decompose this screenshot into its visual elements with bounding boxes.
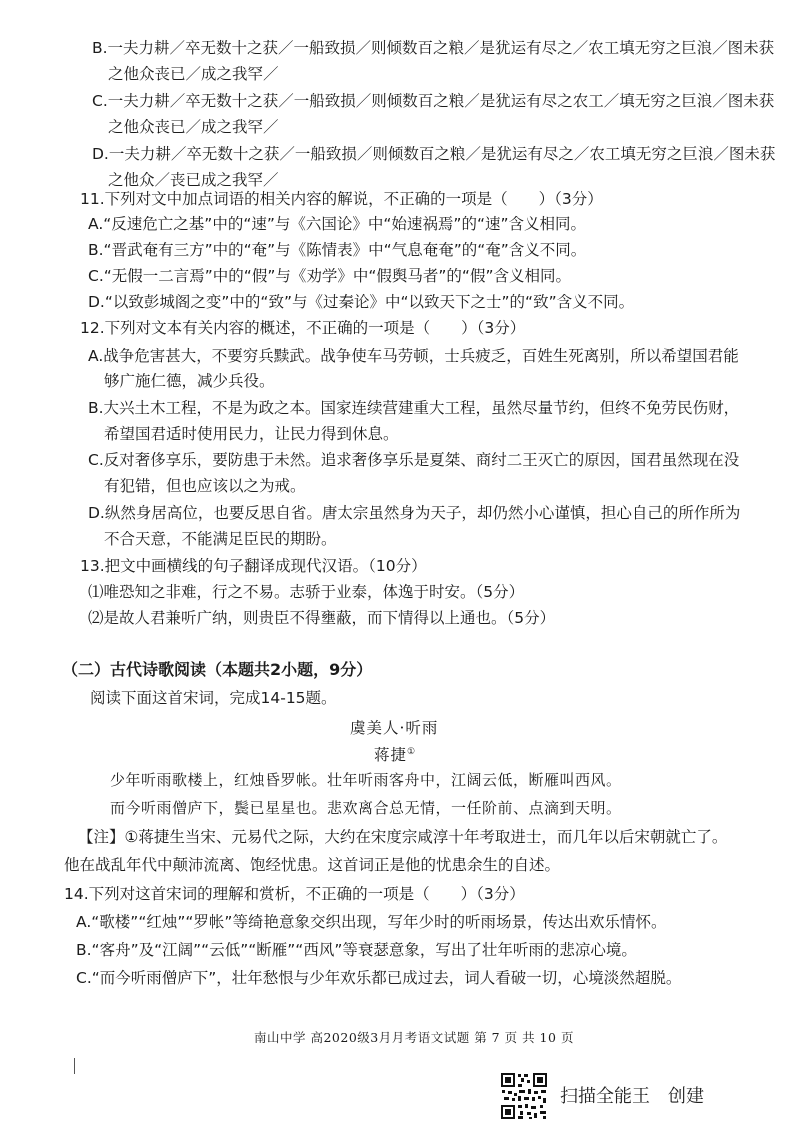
poem-line-2: 而今听雨僧庐下，鬓已星星也。悲欢离合总无情，一任阶前、点滴到天明。 [110,799,622,817]
q13-stem: 13.把文中画横线的句子翻译成现代汉语。（10分） [80,557,427,575]
q12-option-d-line2: 不合天意，不能满足臣民的期盼。 [104,530,337,548]
section-title: （二）古代诗歌阅读（本题共2小题，9分） [62,660,373,679]
poem-author [374,742,416,765]
poem-title: 虞美人·听雨 [350,719,439,737]
poem-note-line2: 他在战乱年代中颠沛流离、饱经忧患。这首词正是他的忧患余生的自述。 [64,856,561,874]
q12-option-c-line1: C.反对奢侈享乐，要防患于未然。追求奢侈享乐是夏桀、商纣二王灭亡的原因，国君虽然现在没 [88,451,740,469]
q10-option-c-line2: 之他众丧已／成之我罕／ [108,118,279,136]
q12-stem: 12.下列对文本有关内容的概述，不正确的一项是（ ）（3分） [80,319,526,337]
q12-option-b-line1: B.大兴土木工程，不是为政之本。国家连续营建重大工程，虽然尽量节约，但终不免劳民伤财， [88,399,740,417]
q11-stem: 11.下列对文中加点词语的相关内容的解说，不正确的一项是（ ）（3分） [80,190,603,208]
poem-author-name: 蒋捷 [374,746,408,765]
q12-option-c-line2: 有犯错，但也应该以之为戒。 [104,477,306,495]
q10-option-c-line1: C.一夫力耕／卒无数十之获／一船致损／则倾数百之粮／是犹运有尽之农工／填无穷之巨浪／图未获 [92,92,775,110]
section-instruction: 阅读下面这首宋词，完成14-15题。 [90,689,337,707]
q10-option-b-line2: 之他众丧已／成之我罕／ [108,65,279,83]
q13-item-1: ⑴唯恐知之非难，行之不易。志骄于业泰，体逸于时安。（5分） [88,583,525,601]
q11-option-a: A.“反速危亡之基”中的“速”与《六国论》中“始速祸焉”的“速”含义相同。 [88,215,587,233]
q12-option-b-line2: 希望国君适时使用民力，让民力得到休息。 [104,425,399,443]
q14-option-a: A.“歌楼”“红烛”“罗帐”等绮艳意象交织出现，写年少时的听雨场景，传达出欢乐情怀。 [76,913,667,931]
q12-option-d-line1: D.纵然身居高位，也要反思自省。唐太宗虽然身为天子，却仍然小心谨慎，担心自己的所作所为 [88,504,741,522]
q12-option-a-line2: 够广施仁德，减少兵役。 [104,372,275,390]
q12-option-a-line1: A.战争危害甚大，不要穷兵黩武。战争使车马劳顿，士兵疲乏，百姓生死离别，所以希望国君能 [88,347,739,365]
page-footer: 南山中学 高2020级3月月考语文试题 第 7 页 共 10 页 [254,1030,574,1045]
footnote-marker: ① [407,747,417,757]
q11-option-c: C.“无假一二言焉”中的“假”与《劝学》中“假舆马者”的“假”含义相同。 [88,267,571,285]
q11-option-b: B.“晋武奄有三方”中的“奄”与《陈情表》中“气息奄奄”的“奄”含义不同。 [88,241,587,259]
q10-option-d-line2: 之他众／丧已成之我罕／ [108,171,279,189]
poem-line-1: 少年听雨歌楼上，红烛昏罗帐。壮年听雨客舟中，江阔云低，断雁叫西风。 [110,771,622,789]
poem-note-line1: 【注】①蒋捷生当宋、元易代之际，大约在宋度宗咸淳十年考取进士，而几年以后宋朝就亡了。 [78,828,728,846]
q11-option-d: D.“以致彭城阁之变”中的“致”与《过秦论》中“以致天下之士”的“致”含义不同。 [88,293,635,311]
qr-code-icon [500,1072,548,1120]
q10-option-d-line1: D.一夫力耕／卒无数十之获／一船致损／则倾数百之粮／是犹运有尽之／农工填无穷之巨浪／图未获 [92,145,776,163]
q14-stem: 14.下列对这首宋词的理解和赏析，不正确的一项是（ ）（3分） [64,885,525,903]
q10-option-b-line1: B.一夫力耕／卒无数十之获／一船致损／则倾数百之粮／是犹运有尽之／农工填无穷之巨浪／图未获 [92,39,775,57]
scanner-watermark-label: 扫描全能王 创建 [560,1086,704,1107]
q13-item-2: ⑵是故人君兼听广纳，则贵臣不得壅蔽，而下情得以上通也。（5分） [88,609,556,627]
q14-option-c: C.“而今听雨僧庐下”，壮年愁恨与少年欢乐都已成过去，词人看破一切，心境淡然超脱。 [76,969,682,987]
q14-option-b: B.“客舟”及“江阔”“云低”“断雁”“西风”等衰瑟意象，写出了壮年听雨的悲凉心境。 [76,941,637,959]
margin-tick-mark [74,1058,75,1074]
